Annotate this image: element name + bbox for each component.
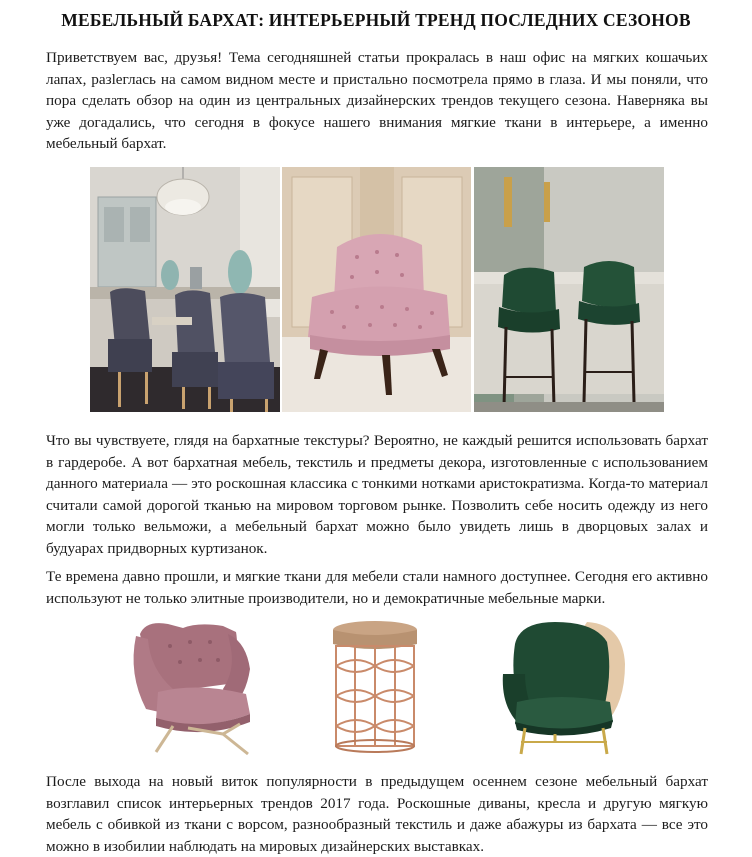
body-paragraph-2: Что вы чувствуете, глядя на бархатные текстуры? Вероятно, не каждый решится использовать бархат в гардеробе. А вот бархатная мебель, текстиль и предметы декора, изготовленные с использованием данного материала — это роскошная классика с тонкими нотками аристократизма. Когда-то материал считали самой дорогой тканью на мировом торговом рынке. Позволить себе носить одежду из него могли только вельможи, а мебельный бархат можно было увидеть лишь в дворцовых залах и будуарах придворных куртизанок. [46,432,708,557]
velvet-dining-chairs-image [90,167,280,412]
body-paragraph-3: Те времена давно прошли, и мягкие ткани для мебели стали намного доступнее. Сегодня его активно используют не только элитные производители, но и демократичные мебельные марки. [46,568,708,607]
article-title: МЕБЕЛЬНЫЙ БАРХАТ: ИНТЕРЬЕРНЫЙ ТРЕНД ПОСЛЕДНИХ СЕЗОНОВ [61,10,691,30]
copper-stool [320,614,430,759]
pink-tufted-chair-image [282,167,471,412]
intro-paragraph: Приветствуем вас, друзья! Тема сегодняшней статьи прокралась в наш офис на мягких кошачьих лапах, разleглась на самом видном месте и пристально посмотрела прямо в глаза. И мы поняли, что пора сделать обзор на один из центральных дизайнерских трендов текущего сезона. Наверняка вы уже догадались, что сегодня в фокусе нашего внимания мягкие ткани в интерьере, а именно мебельный бархат. [46,49,708,153]
pink-chair-photo [282,167,471,412]
velvet-armchair-image [128,614,283,759]
green-velvet-armchair-image [495,614,635,759]
green-bar-stools-image [474,167,664,412]
dining-room-photo [90,167,280,412]
copper-velvet-stool-image [320,614,430,759]
green-armchair [495,614,635,759]
mauve-armchair [128,614,283,759]
bar-stools-photo [474,167,664,412]
body-paragraph-4: После выхода на новый виток популярности в предыдущем осеннем сезоне мебельный бархат возглавил список интерьерных трендов 2017 года. Роскошные диваны, кресла и другую мягкую мебель с обивкой из ткани с ворсом, разнообразный текстиль и даже абажуры из бархата — все это можно в изобилии наблюдать на мировых дизайнерских выставках. [46,773,708,855]
